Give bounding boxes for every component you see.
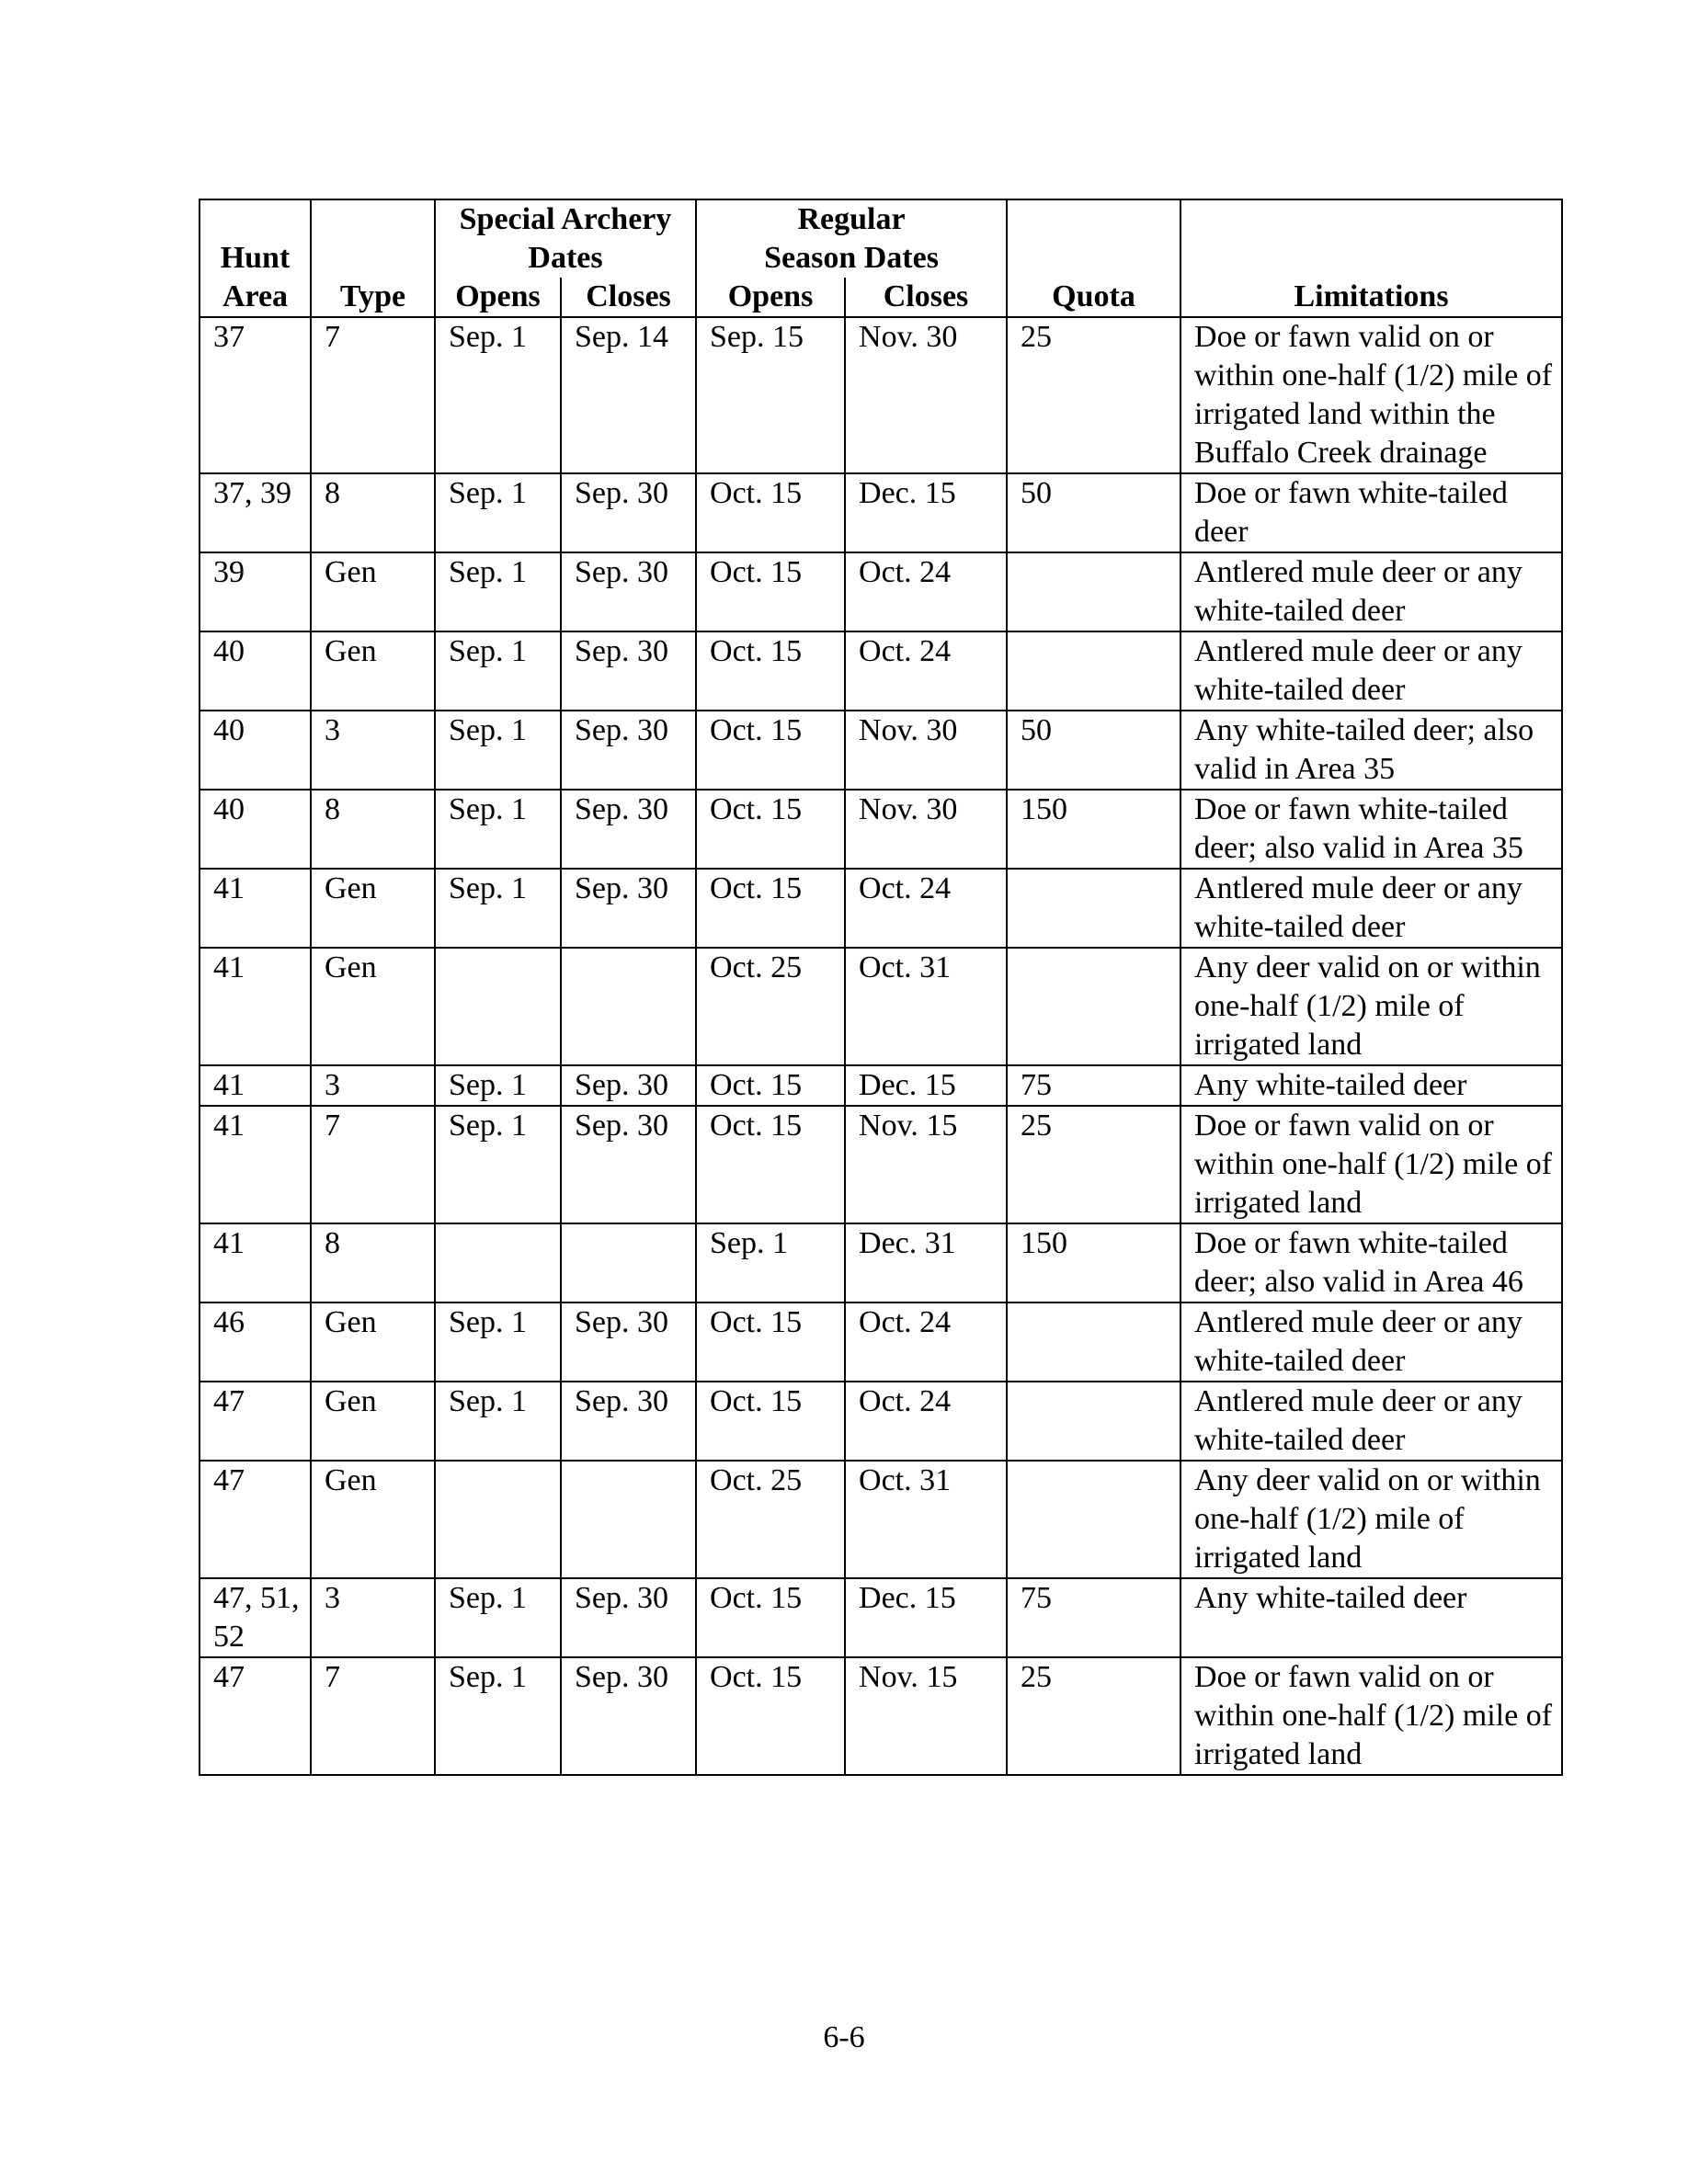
cell-archery-closes: Sep. 30	[561, 790, 696, 869]
cell-limitations: Antlered mule deer or any white-tailed deer	[1180, 631, 1562, 711]
cell-archery-closes	[561, 1461, 696, 1578]
cell-limitations: Doe or fawn valid on or within one-half (1/2) mile of irrigated land within the Buffalo Creek drainage	[1180, 317, 1562, 473]
table-row	[200, 948, 1562, 1065]
cell-regular-closes: Dec. 15	[845, 1578, 1007, 1657]
cell-archery-closes: Sep. 30	[561, 552, 696, 631]
cell-type: Gen	[311, 948, 435, 1065]
cell-archery-closes: Sep. 14	[561, 317, 696, 473]
cell-archery-opens	[435, 1223, 561, 1302]
table-row	[200, 1657, 1562, 1775]
cell-regular-opens: Oct. 15	[696, 1302, 845, 1382]
table-row	[200, 869, 1562, 948]
cell-quota	[1007, 1382, 1180, 1461]
cell-archery-opens: Sep. 1	[435, 1382, 561, 1461]
cell-regular-opens: Oct. 25	[696, 1461, 845, 1578]
cell-type: 8	[311, 790, 435, 869]
header-hunt-area-line2: Area	[222, 279, 289, 313]
cell-quota: 150	[1007, 1223, 1180, 1302]
header-special-archery	[435, 199, 696, 278]
cell-archery-opens: Sep. 1	[435, 317, 561, 473]
cell-archery-opens	[435, 1461, 561, 1578]
cell-hunt-area: 40	[200, 711, 311, 790]
cell-quota: 25	[1007, 1106, 1180, 1223]
cell-archery-opens: Sep. 1	[435, 473, 561, 552]
cell-archery-opens: Sep. 1	[435, 631, 561, 711]
cell-type: Gen	[311, 869, 435, 948]
cell-hunt-area: 47, 51, 52	[200, 1578, 311, 1657]
cell-quota: 75	[1007, 1578, 1180, 1657]
header-row-top	[200, 199, 1562, 278]
cell-archery-opens: Sep. 1	[435, 552, 561, 631]
cell-archery-closes: Sep. 30	[561, 1382, 696, 1461]
cell-quota: 25	[1007, 1657, 1180, 1775]
cell-hunt-area: 47	[200, 1382, 311, 1461]
cell-hunt-area: 37, 39	[200, 473, 311, 552]
cell-regular-opens: Oct. 15	[696, 1065, 845, 1106]
cell-regular-closes: Dec. 15	[845, 473, 1007, 552]
header-special-archery-line1: Special Archery	[459, 202, 672, 236]
cell-regular-opens: Sep. 15	[696, 317, 845, 473]
cell-hunt-area: 41	[200, 1065, 311, 1106]
cell-regular-closes: Nov. 30	[845, 317, 1007, 473]
cell-limitations: Any white-tailed deer	[1180, 1065, 1562, 1106]
cell-archery-closes	[561, 948, 696, 1065]
cell-archery-opens: Sep. 1	[435, 1657, 561, 1775]
cell-quota: 150	[1007, 790, 1180, 869]
cell-archery-closes: Sep. 30	[561, 711, 696, 790]
cell-regular-closes: Oct. 24	[845, 1382, 1007, 1461]
cell-regular-opens: Oct. 15	[696, 790, 845, 869]
table-row	[200, 711, 1562, 790]
cell-regular-opens: Oct. 15	[696, 552, 845, 631]
header-archery-opens: Opens	[435, 278, 561, 317]
cell-type: Gen	[311, 1382, 435, 1461]
cell-archery-closes: Sep. 30	[561, 1302, 696, 1382]
cell-regular-opens: Oct. 15	[696, 631, 845, 711]
table-row	[200, 1106, 1562, 1223]
cell-hunt-area: 41	[200, 948, 311, 1065]
table-row	[200, 317, 1562, 473]
header-limitations-label: Limitations	[1294, 279, 1449, 313]
cell-regular-closes: Nov. 15	[845, 1106, 1007, 1223]
cell-archery-closes: Sep. 30	[561, 473, 696, 552]
cell-hunt-area: 41	[200, 1223, 311, 1302]
cell-type: 8	[311, 473, 435, 552]
cell-quota: 50	[1007, 711, 1180, 790]
cell-regular-opens: Oct. 25	[696, 948, 845, 1065]
cell-hunt-area: 39	[200, 552, 311, 631]
cell-quota	[1007, 631, 1180, 711]
cell-archery-closes: Sep. 30	[561, 1578, 696, 1657]
cell-hunt-area: 47	[200, 1657, 311, 1775]
table-header	[200, 199, 1562, 317]
cell-hunt-area: 40	[200, 631, 311, 711]
table-row	[200, 1302, 1562, 1382]
header-regular-line2: Season Dates	[764, 241, 939, 275]
header-regular-line1: Regular	[797, 202, 906, 236]
cell-limitations: Doe or fawn valid on or within one-half (1/2) mile of irrigated land	[1180, 1657, 1562, 1775]
header-type	[311, 199, 435, 317]
cell-regular-closes: Oct. 31	[845, 1461, 1007, 1578]
cell-regular-closes: Nov. 30	[845, 711, 1007, 790]
cell-regular-closes: Dec. 31	[845, 1223, 1007, 1302]
table-row	[200, 473, 1562, 552]
cell-archery-opens	[435, 948, 561, 1065]
cell-type: Gen	[311, 1461, 435, 1578]
cell-hunt-area: 47	[200, 1461, 311, 1578]
cell-archery-opens: Sep. 1	[435, 711, 561, 790]
cell-hunt-area: 37	[200, 317, 311, 473]
cell-type: 7	[311, 317, 435, 473]
cell-regular-closes: Nov. 30	[845, 790, 1007, 869]
cell-quota: 50	[1007, 473, 1180, 552]
cell-archery-opens: Sep. 1	[435, 1302, 561, 1382]
cell-limitations: Antlered mule deer or any white-tailed deer	[1180, 1382, 1562, 1461]
cell-archery-closes	[561, 1223, 696, 1302]
table-row	[200, 1223, 1562, 1302]
cell-type: 8	[311, 1223, 435, 1302]
cell-regular-opens: Oct. 15	[696, 1382, 845, 1461]
cell-regular-opens: Sep. 1	[696, 1223, 845, 1302]
cell-regular-opens: Oct. 15	[696, 1578, 845, 1657]
cell-type: 3	[311, 711, 435, 790]
cell-limitations: Any deer valid on or within one-half (1/2) mile of irrigated land	[1180, 948, 1562, 1065]
cell-hunt-area: 41	[200, 869, 311, 948]
table-row	[200, 790, 1562, 869]
table-row	[200, 1065, 1562, 1106]
cell-limitations: Any white-tailed deer; also valid in Area 35	[1180, 711, 1562, 790]
cell-regular-opens: Oct. 15	[696, 473, 845, 552]
cell-regular-closes: Oct. 31	[845, 948, 1007, 1065]
cell-quota	[1007, 948, 1180, 1065]
cell-quota	[1007, 1461, 1180, 1578]
header-special-archery-line2: Dates	[528, 241, 603, 275]
cell-archery-closes: Sep. 30	[561, 1065, 696, 1106]
cell-limitations: Doe or fawn valid on or within one-half (1/2) mile of irrigated land	[1180, 1106, 1562, 1223]
cell-limitations: Antlered mule deer or any white-tailed deer	[1180, 552, 1562, 631]
cell-regular-closes: Oct. 24	[845, 1302, 1007, 1382]
header-limitations	[1180, 199, 1562, 317]
cell-regular-closes: Nov. 15	[845, 1657, 1007, 1775]
hunting-season-table	[199, 199, 1563, 1776]
cell-regular-closes: Oct. 24	[845, 869, 1007, 948]
table-row	[200, 1382, 1562, 1461]
cell-limitations: Antlered mule deer or any white-tailed deer	[1180, 869, 1562, 948]
cell-regular-closes: Oct. 24	[845, 631, 1007, 711]
cell-quota: 25	[1007, 317, 1180, 473]
cell-regular-opens: Oct. 15	[696, 711, 845, 790]
cell-type: Gen	[311, 1302, 435, 1382]
header-archery-closes: Closes	[561, 278, 696, 317]
cell-regular-closes: Oct. 24	[845, 552, 1007, 631]
cell-archery-opens: Sep. 1	[435, 869, 561, 948]
header-regular-closes: Closes	[845, 278, 1007, 317]
header-hunt-area-line1: Hunt	[220, 241, 291, 275]
header-regular-season	[696, 199, 1007, 278]
cell-archery-closes: Sep. 30	[561, 1106, 696, 1223]
cell-regular-opens: Oct. 15	[696, 1657, 845, 1775]
cell-regular-opens: Oct. 15	[696, 1106, 845, 1223]
cell-quota: 75	[1007, 1065, 1180, 1106]
header-hunt-area	[200, 199, 311, 317]
cell-type: 7	[311, 1106, 435, 1223]
cell-archery-opens: Sep. 1	[435, 1065, 561, 1106]
header-regular-opens: Opens	[696, 278, 845, 317]
cell-type: Gen	[311, 552, 435, 631]
cell-archery-opens: Sep. 1	[435, 1106, 561, 1223]
cell-quota	[1007, 869, 1180, 948]
cell-archery-closes: Sep. 30	[561, 869, 696, 948]
cell-type: Gen	[311, 631, 435, 711]
cell-archery-closes: Sep. 30	[561, 1657, 696, 1775]
header-type-label: Type	[339, 279, 406, 313]
cell-limitations: Antlered mule deer or any white-tailed deer	[1180, 1302, 1562, 1382]
cell-type: 3	[311, 1065, 435, 1106]
cell-quota	[1007, 1302, 1180, 1382]
cell-hunt-area: 41	[200, 1106, 311, 1223]
hunting-season-table-container	[199, 199, 1561, 1776]
header-quota	[1007, 199, 1180, 317]
cell-type: 3	[311, 1578, 435, 1657]
page-number: 6-6	[823, 2020, 865, 2054]
header-quota-label: Quota	[1052, 279, 1135, 313]
cell-limitations: Any white-tailed deer	[1180, 1578, 1562, 1657]
cell-archery-opens: Sep. 1	[435, 1578, 561, 1657]
table-body	[200, 317, 1562, 1775]
cell-hunt-area: 40	[200, 790, 311, 869]
cell-limitations: Doe or fawn white-tailed deer; also valid in Area 46	[1180, 1223, 1562, 1302]
cell-regular-closes: Dec. 15	[845, 1065, 1007, 1106]
table-row	[200, 1461, 1562, 1578]
cell-limitations: Doe or fawn white-tailed deer	[1180, 473, 1562, 552]
cell-limitations: Doe or fawn white-tailed deer; also valid in Area 35	[1180, 790, 1562, 869]
cell-type: 7	[311, 1657, 435, 1775]
cell-hunt-area: 46	[200, 1302, 311, 1382]
cell-quota	[1007, 552, 1180, 631]
cell-archery-opens: Sep. 1	[435, 790, 561, 869]
cell-limitations: Any deer valid on or within one-half (1/2) mile of irrigated land	[1180, 1461, 1562, 1578]
cell-regular-opens: Oct. 15	[696, 869, 845, 948]
table-row	[200, 1578, 1562, 1657]
table-row	[200, 631, 1562, 711]
cell-archery-closes: Sep. 30	[561, 631, 696, 711]
table-row	[200, 552, 1562, 631]
